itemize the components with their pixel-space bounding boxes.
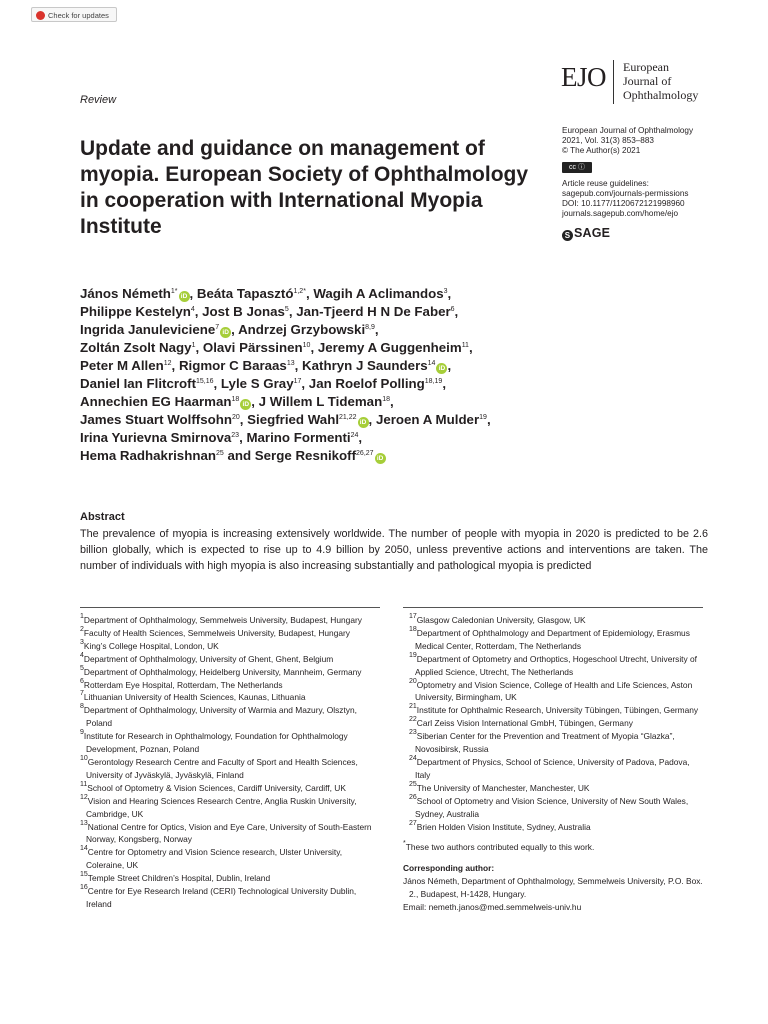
reuse-link[interactable]: sagepub.com/journals-permissions bbox=[562, 189, 689, 198]
author-line: Hema Radhakrishnan$^{25}$ and Serge Resnikoff$^{26,27}$iD bbox=[80, 447, 580, 465]
affiliation-item bbox=[409, 756, 703, 782]
affiliation-number: 9 bbox=[80, 729, 84, 737]
journal-url[interactable]: journals.sagepub.com/home/ejo bbox=[562, 209, 679, 218]
affiliation-number: 6 bbox=[80, 677, 84, 685]
author-affiliation-mark: 21,22 bbox=[339, 414, 357, 421]
sage-icon: S bbox=[562, 230, 573, 241]
crossmark-icon bbox=[36, 11, 45, 20]
affiliations-right-list bbox=[403, 614, 703, 833]
affiliation-item bbox=[80, 846, 380, 872]
affiliation-text: King’s College Hospital, London, UK bbox=[83, 640, 219, 651]
author-name: Rigmor C Baraas bbox=[178, 358, 287, 373]
author-affiliation-mark: 26,27 bbox=[356, 450, 374, 457]
affiliation-item bbox=[80, 614, 380, 627]
author-name: Philippe Kestelyn bbox=[80, 304, 191, 319]
author-affiliation-mark: 1 bbox=[191, 342, 196, 349]
affiliation-text: Department of Ophthalmology, University of Ghent, Ghent, Belgium bbox=[83, 653, 334, 664]
affiliation-number: 2 bbox=[80, 625, 84, 633]
affiliation-item bbox=[80, 704, 380, 730]
affiliation-text: Glasgow Caledonian University, Glasgow, UK bbox=[416, 615, 586, 625]
cc-license-icon[interactable]: cc ⓘ bbox=[562, 162, 592, 173]
affiliation-number: 8 bbox=[80, 703, 84, 711]
footnote-rule bbox=[80, 607, 380, 608]
affiliation-text: Rotterdam Eye Hospital, Rotterdam, The Netherlands bbox=[83, 679, 283, 690]
author-affiliation-mark: 10 bbox=[302, 342, 311, 349]
affiliation-text: Centre for Optometry and Vision Science research, Ulster University, Coleraine, UK bbox=[86, 847, 343, 871]
publisher-name: SAGE bbox=[574, 226, 611, 240]
journal-name bbox=[623, 60, 698, 102]
author-affiliation-mark: 17 bbox=[293, 378, 302, 385]
affiliations-left bbox=[80, 614, 380, 911]
affiliation-item bbox=[409, 717, 703, 730]
affiliation-number: 22 bbox=[409, 716, 417, 724]
author-name: Annechien EG Haarman bbox=[80, 394, 232, 409]
author-affiliation-mark: 18,19 bbox=[424, 378, 443, 385]
author-affiliation-mark: 7 bbox=[215, 324, 220, 331]
orcid-icon[interactable]: iD bbox=[240, 399, 251, 410]
affiliation-text: Institute for Research in Ophthalmology, Foundation for Ophthalmology Development, Poznan, Poland bbox=[83, 731, 348, 755]
author-affiliation-mark: 19 bbox=[479, 414, 487, 421]
affiliation-number: 21 bbox=[409, 703, 417, 711]
author-affiliation-mark: 8,9 bbox=[365, 324, 375, 331]
equal-contribution-note bbox=[403, 841, 703, 854]
journal-meta bbox=[562, 126, 693, 156]
author-affiliation-mark: 6 bbox=[450, 306, 455, 313]
footnote-rule bbox=[403, 607, 703, 608]
affiliation-text: Carl Zeiss Vision International GmbH, Tübingen, Germany bbox=[416, 718, 633, 729]
author-line: János Németh$^{1*}$iD , Beáta Tapasztó$^{1,2*}$, Wagih A Aclimandos$^3$, bbox=[80, 286, 452, 301]
author-name: Hema Radhakrishnan bbox=[80, 448, 216, 463]
affiliation-item bbox=[80, 795, 380, 821]
affiliation-number: 13 bbox=[80, 819, 88, 827]
author-name: James Stuart Wolffsohn bbox=[80, 412, 232, 427]
affiliation-item bbox=[80, 691, 380, 704]
affiliation-text: Institute for Ophthalmic Research, University Tübingen, Tübingen, Germany bbox=[416, 705, 699, 716]
author-line: Ingrida Januleviciene$^7$iD , Andrzej Grzybowski$^{8,9}$, bbox=[80, 322, 379, 337]
author-name: Siegfried Wahl bbox=[247, 412, 340, 427]
author-name: Lyle S Gray bbox=[220, 376, 294, 391]
affiliations-right bbox=[403, 614, 703, 914]
sage-logo bbox=[562, 226, 610, 241]
abstract-text: The prevalence of myopia is increasing extensively worldwide. The number of people with myopia in 2020 is predicted to be 2.6 billion globally, which is expected to rise up to 4.9 billion by 2050, unless preventive actions and interventions are taken. The number of individuals with high myopia is also increasing substantially and pathological myopia is predicted bbox=[80, 528, 708, 572]
meta-line: © The Author(s) 2021 bbox=[562, 146, 641, 155]
author-line: Philippe Kestelyn$^4$, Jost B Jonas$^5$, Jan-Tjeerd H N De Faber$^6$, bbox=[80, 304, 459, 319]
author-name: Olavi Pärssinen bbox=[202, 340, 303, 355]
orcid-icon[interactable]: iD bbox=[436, 363, 447, 374]
doi[interactable]: DOI: 10.1177/1120672121998960 bbox=[562, 199, 685, 208]
affiliation-number: 23 bbox=[409, 729, 417, 737]
author-line: James Stuart Wolffsohn$^{20}$, Siegfried Wahl$^{21,22}$iD , Jeroen A Mulder$^{19}$, bbox=[80, 412, 491, 427]
author-name: Irina Yurievna Smirnova bbox=[80, 430, 232, 445]
footnote-mark: * bbox=[403, 840, 406, 848]
affiliation-text: Faculty of Health Sciences, Semmelweis University, Budapest, Hungary bbox=[83, 627, 350, 638]
affiliation-number: 19 bbox=[409, 651, 417, 659]
author-name: Jan-Tjeerd H N De Faber bbox=[296, 304, 451, 319]
affiliation-text: Department of Ophthalmology, University of Warmia and Mazury, Olsztyn, Poland bbox=[83, 705, 357, 729]
author-line: Annechien EG Haarman$^{18}$iD , J Willem L Tideman$^{18}$, bbox=[80, 394, 394, 409]
author-name: Marino Formenti bbox=[246, 430, 351, 445]
affiliation-text: Optometry and Vision Science, College of Health and Life Sciences, Aston University, Birmingham, UK bbox=[415, 679, 693, 703]
author-affiliation-mark: 24 bbox=[350, 432, 359, 439]
author-line: Daniel Ian Flitcroft$^{15,16}$, Lyle S Gray$^{17}$, Jan Roelof Polling$^{18,19}$, bbox=[80, 376, 447, 391]
equal-contribution-text: These two authors contributed equally to this work. bbox=[405, 842, 595, 853]
affiliation-text: School of Optometry and Vision Science, University of New South Wales, Sydney, Australia bbox=[415, 795, 689, 819]
affiliation-number: 17 bbox=[409, 613, 417, 620]
author-affiliation-mark: 14 bbox=[427, 360, 436, 367]
orcid-icon[interactable]: iD bbox=[179, 291, 190, 302]
author-name: Jan Roelof Polling bbox=[308, 376, 425, 391]
affiliation-number: 12 bbox=[80, 793, 88, 801]
affiliation-text: Siberian Center for the Prevention and Treatment of Myopia “Glazka”, Novosibirsk, Russia bbox=[415, 731, 675, 755]
author-name: Serge Resnikoff bbox=[254, 448, 357, 463]
affiliation-number: 5 bbox=[80, 664, 84, 672]
author-name: J Willem L Tideman bbox=[258, 394, 383, 409]
author-affiliation-mark: 15,16 bbox=[196, 378, 214, 385]
affiliation-number: 25 bbox=[409, 780, 417, 788]
paper-title: Update and guidance on management of myopia. European Society of Ophthalmology in cooperation with International Myopia Institute bbox=[80, 137, 529, 238]
corresponding-author-heading: Corresponding author: bbox=[403, 863, 495, 874]
journal-logo: EJO bbox=[561, 62, 606, 92]
meta-line: European Journal of Ophthalmology bbox=[562, 126, 694, 135]
author-affiliation-mark: 18 bbox=[382, 396, 390, 403]
affiliation-text: Department of Ophthalmology and Department of Epidemiology, Erasmus Medical Center, Rotterdam, The Netherlands bbox=[415, 627, 690, 651]
author-name: Jeremy A Guggenheim bbox=[317, 340, 462, 355]
affiliation-text: Temple Street Children’s Hospital, Dublin, Ireland bbox=[87, 873, 271, 884]
author-name: Ingrida Januleviciene bbox=[80, 322, 216, 337]
author-line: Zoltán Zsolt Nagy$^1$, Olavi Pärssinen$^{10}$, Jeremy A Guggenheim$^{11}$, bbox=[80, 340, 473, 355]
author-name: Peter M Allen bbox=[80, 358, 164, 373]
affiliation-item bbox=[80, 872, 380, 885]
journal-name-line: Ophthalmology bbox=[623, 88, 699, 102]
affiliation-item bbox=[80, 730, 380, 756]
orcid-icon[interactable]: iD bbox=[375, 453, 386, 464]
author-name: Kathryn J Saunders bbox=[302, 358, 428, 373]
affiliation-number: 3 bbox=[80, 638, 84, 646]
affiliation-item bbox=[409, 704, 703, 717]
author-name: Jeroen A Mulder bbox=[375, 412, 480, 427]
logo-divider bbox=[613, 60, 614, 104]
affiliation-item bbox=[409, 653, 703, 679]
affiliation-number: 27 bbox=[409, 819, 417, 827]
check-for-updates-label: Check for updates bbox=[48, 11, 109, 20]
affiliation-text: Lithuanian University of Health Sciences, Kaunas, Lithuania bbox=[83, 692, 306, 703]
check-for-updates-badge[interactable] bbox=[31, 7, 117, 22]
author-name: Wagih A Aclimandos bbox=[313, 286, 444, 301]
author-line: Peter M Allen$^{12}$, Rigmor C Baraas$^{13}$, Kathryn J Saunders$^{14}$iD , bbox=[80, 358, 452, 373]
meta-line: 2021, Vol. 31(3) 853–883 bbox=[562, 136, 654, 145]
orcid-icon[interactable]: iD bbox=[358, 417, 369, 428]
affiliation-item bbox=[80, 627, 380, 640]
affiliation-item bbox=[80, 885, 380, 911]
affiliation-item bbox=[409, 821, 703, 834]
author-affiliation-mark: 23 bbox=[231, 432, 240, 439]
affiliation-text: Centre for Eye Research Ireland (CERI) Technological University Dublin, Ireland bbox=[86, 886, 357, 909]
affiliation-text: Department of Optometry and Orthoptics, Hogeschool Utrecht, University of Applied Science, Utrecht, The Netherlands bbox=[415, 653, 698, 677]
affiliation-item bbox=[409, 679, 703, 705]
author-affiliation-mark: 5 bbox=[284, 306, 289, 313]
affiliation-item bbox=[409, 627, 703, 653]
author-affiliation-mark: 12 bbox=[163, 360, 172, 367]
affiliation-item bbox=[409, 795, 703, 821]
author-affiliation-mark: 18 bbox=[231, 396, 240, 403]
affiliation-text: School of Optometry & Vision Sciences, Cardiff University, Cardiff, UK bbox=[87, 782, 346, 793]
author-name: Beáta Tapasztó bbox=[196, 286, 294, 301]
affiliation-text: Department of Physics, School of Science, University of Padova, Padova, Italy bbox=[415, 756, 690, 780]
author-affiliation-mark: 3 bbox=[443, 288, 448, 295]
affiliation-text: Department of Ophthalmology, Semmelweis University, Budapest, Hungary bbox=[83, 615, 362, 625]
corresponding-author-email[interactable]: Email: nemeth.janos@med.semmelweis-univ.hu bbox=[403, 902, 582, 913]
author-affiliation-mark: 4 bbox=[190, 306, 195, 313]
affiliation-item bbox=[80, 666, 380, 679]
affiliation-item bbox=[409, 782, 703, 795]
author-affiliation-mark: 1* bbox=[170, 288, 178, 295]
affiliation-item bbox=[80, 782, 380, 795]
affiliation-item bbox=[80, 640, 380, 653]
affiliation-text: Gerontology Research Centre and Faculty of Sport and Health Sciences, University of Jyväskylä, Jyväskylä, Finland bbox=[86, 756, 358, 780]
journal-name-line: European bbox=[623, 60, 669, 74]
affiliation-number: 1 bbox=[80, 613, 84, 620]
affiliation-number: 18 bbox=[409, 625, 417, 633]
abstract-heading: Abstract bbox=[80, 511, 125, 523]
affiliation-item bbox=[80, 756, 380, 782]
article-type: Review bbox=[80, 94, 117, 106]
author-list bbox=[80, 285, 580, 465]
affiliation-item bbox=[409, 730, 703, 756]
affiliation-number: 10 bbox=[80, 754, 88, 762]
reuse-info bbox=[562, 179, 689, 219]
affiliation-number: 11 bbox=[80, 780, 88, 788]
reuse-line: Article reuse guidelines: bbox=[562, 179, 649, 188]
affiliation-number: 20 bbox=[409, 677, 417, 685]
author-affiliation-mark: 13 bbox=[286, 360, 295, 367]
author-line: Irina Yurievna Smirnova$^{23}$, Marino Formenti$^{24}$, bbox=[80, 430, 363, 445]
orcid-icon[interactable]: iD bbox=[220, 327, 231, 338]
corresponding-author-address: János Németh, Department of Ophthalmology, Semmelweis University, P.O. Box. 2., Budapest, H-1428, Hungary. bbox=[403, 876, 703, 900]
affiliation-item bbox=[80, 653, 380, 666]
journal-name-line: Journal of bbox=[623, 74, 672, 88]
affiliation-text: Brien Holden Vision Institute, Sydney, Australia bbox=[416, 821, 591, 832]
affiliation-number: 14 bbox=[80, 845, 88, 853]
affiliation-item bbox=[80, 679, 380, 692]
author-name: Andrzej Grzybowski bbox=[238, 322, 366, 337]
author-affiliation-mark: 25 bbox=[215, 450, 224, 457]
author-affiliation-mark: 20 bbox=[231, 414, 240, 421]
affiliation-text: Department of Ophthalmology, Heidelberg University, Mannheim, Germany bbox=[83, 666, 362, 677]
affiliation-text: The University of Manchester, Manchester, UK bbox=[416, 782, 590, 793]
affiliation-number: 26 bbox=[409, 793, 417, 801]
author-affiliation-mark: 11 bbox=[461, 342, 469, 349]
affiliation-number: 7 bbox=[80, 690, 84, 698]
author-affiliation-mark: 1,2* bbox=[293, 288, 306, 295]
affiliation-number: 15 bbox=[80, 871, 88, 879]
affiliation-item bbox=[80, 821, 380, 847]
affiliation-text: Vision and Hearing Sciences Research Centre, Anglia Ruskin University, Cambridge, UK bbox=[86, 795, 357, 819]
author-name: Zoltán Zsolt Nagy bbox=[80, 340, 192, 355]
affiliation-number: 4 bbox=[80, 651, 84, 659]
affiliation-item bbox=[409, 614, 703, 627]
affiliation-text: National Centre for Optics, Vision and Eye Care, University of South-Eastern Norway, Kongsberg, Norway bbox=[86, 821, 372, 845]
author-name: Daniel Ian Flitcroft bbox=[80, 376, 196, 391]
author-name: János Németh bbox=[80, 286, 171, 301]
affiliation-number: 24 bbox=[409, 754, 417, 762]
author-name: Jost B Jonas bbox=[202, 304, 285, 319]
affiliation-number: 16 bbox=[80, 884, 88, 892]
